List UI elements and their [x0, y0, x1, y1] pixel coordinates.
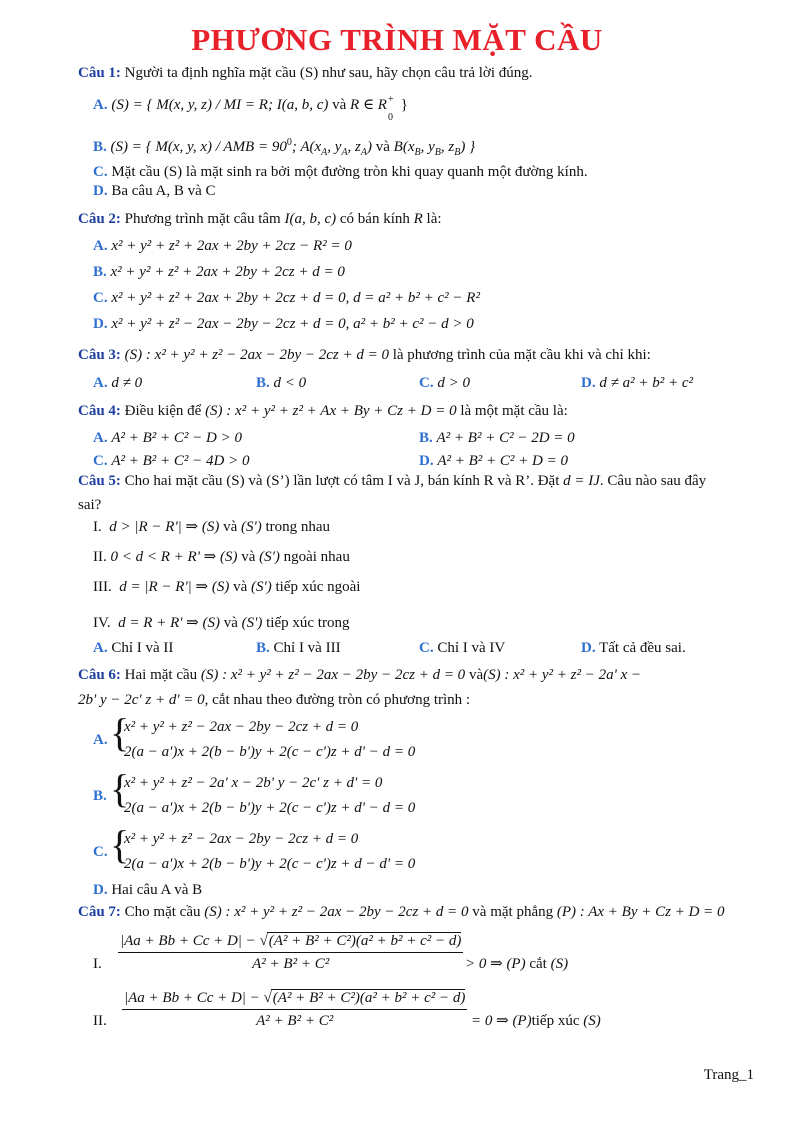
- q4-c-math: A² + B² + C² − 4D > 0: [111, 453, 250, 469]
- q4-b-label: B.: [419, 430, 433, 446]
- q5-statement-iii: [93, 578, 360, 596]
- q2-d-math: x² + y² + z² − 2ax − 2by − 2cz + d = 0, a² + b² + c² − d > 0: [111, 316, 474, 332]
- q6-and: và: [468, 667, 484, 683]
- q6-math2: (S) : x² + y² + z² − 2a' x −: [483, 667, 642, 683]
- q3-a-label: A.: [93, 375, 108, 391]
- q5-ii-math2: (S'): [259, 549, 280, 565]
- q5-iii-math2: (S'): [251, 579, 272, 595]
- q4-d-label: D.: [419, 453, 434, 469]
- q5-option-a: [93, 639, 173, 657]
- q5-text3: sai?: [78, 497, 102, 513]
- q3-option-a: [93, 374, 142, 392]
- q5-i-and: và: [223, 519, 238, 535]
- q5-i-label: I.: [93, 519, 102, 535]
- q6-math: (S) : x² + y² + z² − 2ax − 2by − 2cz + d = 0: [200, 667, 466, 683]
- q5-text: Cho hai mặt cầu (S) và (S’) lần lượt có tâm I và J, bán kính R và R’. Đặt: [124, 473, 560, 489]
- q1-b-sup: 0: [286, 137, 292, 148]
- q5-line: [78, 472, 706, 490]
- q2-text3: là:: [426, 211, 442, 227]
- q4-text: Điều kiện để: [124, 403, 202, 419]
- q5-statement-i: [93, 518, 330, 536]
- q1-b-and: và: [375, 139, 390, 155]
- q5-i-math2: (S'): [241, 519, 262, 535]
- q7-math: (S) : x² + y² + z² − 2ax − 2by − 2cz + d = 0: [204, 904, 469, 920]
- q5-iv-and: và: [223, 615, 238, 631]
- q7-ii-end: (S): [583, 1013, 601, 1029]
- q5-d-label: D.: [581, 640, 596, 656]
- q4-option-d: [419, 452, 568, 470]
- q3-d-math: d ≠ a² + b² + c²: [599, 375, 693, 391]
- q5-iii-and: và: [233, 579, 248, 595]
- q1-d-label: D.: [93, 183, 108, 199]
- q7-ii-text: tiếp xúc: [531, 1013, 580, 1029]
- q7-i-num-left: |Aa + Bb + Cc + D| −: [120, 933, 256, 949]
- q7-line: [78, 903, 725, 921]
- q5-d-text: Tất cả đều sai.: [599, 640, 686, 656]
- q5-c-text: Chỉ I và IV: [437, 640, 506, 656]
- q1-a-close: }: [400, 97, 408, 113]
- q3-line: [78, 346, 651, 364]
- q1-option-a: A. (S) = { M(x, y, z) / MI = R; I(a, b, c) và R ∈ R + 0 }: [93, 94, 408, 123]
- q5-label: Câu 5:: [78, 473, 121, 489]
- q1-option-d: [93, 182, 216, 200]
- q1-a-and: và: [332, 97, 347, 113]
- q3-label: Câu 3:: [78, 347, 121, 363]
- q4-text2: là một mặt cầu là:: [460, 403, 568, 419]
- q5-ii-text: ngoài nhau: [283, 549, 350, 565]
- q5-statement-ii: [93, 548, 350, 566]
- q6-label: Câu 6:: [78, 667, 121, 683]
- q5-iv-math: d = R + R' ⇒ (S): [118, 615, 220, 631]
- q7-ii-den: A² + B² + C²: [256, 1013, 334, 1029]
- q4-line: [78, 402, 568, 420]
- q7-i-den: A² + B² + C²: [252, 956, 330, 972]
- q7-statement-ii-label: II.: [93, 1013, 107, 1029]
- q6-a-brace: {: [110, 710, 130, 755]
- q6-line2: [78, 691, 470, 709]
- q4-option-a: [93, 429, 242, 447]
- q1-c-label: C.: [93, 164, 108, 180]
- q5-iii-text: tiếp xúc ngoài: [275, 579, 361, 595]
- q2-a-math: x² + y² + z² + 2ax + 2by + 2cz − R² = 0: [111, 238, 352, 254]
- q5-b-label: B.: [256, 640, 270, 656]
- q5-iv-math2: (S'): [241, 615, 263, 631]
- q5-statement-iv: [93, 614, 349, 632]
- q6-line2-text: , cắt nhau theo đường tròn có phương trình :: [204, 692, 471, 708]
- q1-b-math2: ; A(x: [291, 139, 322, 155]
- q5-ii-label: II.: [93, 549, 107, 565]
- page-footer: Trang_1: [703, 1067, 754, 1083]
- q6-option-a: [93, 731, 108, 749]
- q2-label: Câu 2:: [78, 211, 121, 227]
- q3-c-label: C.: [419, 375, 434, 391]
- q7-ii-num-left: |Aa + Bb + Cc + D| −: [124, 990, 260, 1006]
- q1-option-b: B. (S) = { M(x, y, x) / AMB = $90^0$; $A(x_A$, $y_A$, $z_A$) và $B(x_B$, $y_B$, $z_B$) }: [93, 137, 476, 158]
- page-title: PHƯƠNG TRÌNH MẶT CẦU: [191, 22, 603, 57]
- q5-i-math: d > |R − R'| ⇒ (S): [109, 519, 220, 535]
- q4-c-label: C.: [93, 453, 108, 469]
- q6-c-brace: {: [110, 822, 130, 867]
- q6-option-b: [93, 787, 107, 805]
- q5-option-c: [419, 639, 505, 657]
- q5-iii-math: d = |R − R'| ⇒ (S): [119, 579, 230, 595]
- q1-b-close: ) }: [460, 139, 476, 155]
- q7-i-text: cắt: [529, 956, 547, 972]
- q6-b-eq2: 2(a − a')x + 2(b − b')y + 2(c − c')z + d' − d = 0: [124, 800, 416, 816]
- q4-d-math: A² + B² + C² + D = 0: [437, 453, 568, 469]
- q4-a-label: A.: [93, 430, 108, 446]
- q2-option-d: [93, 315, 474, 333]
- q5-c-label: C.: [419, 640, 434, 656]
- q2-option-c: [93, 289, 480, 307]
- q6-d-text: Hai câu A và B: [111, 882, 203, 898]
- q1-a-math: (S) = { M(x, y, z) / MI = R; I(a, b, c): [111, 97, 329, 113]
- q3-a-math: d ≠ 0: [111, 375, 143, 391]
- q3-text: là phương trình của mặt cầu khi và chỉ khi:: [392, 347, 651, 363]
- q1-a-label: A.: [93, 97, 108, 113]
- q1-option-c: [93, 163, 588, 181]
- q1-b-math: (S) = { M(x, y, x) / AMB = 90: [110, 139, 287, 155]
- q2-center: I(a, b, c): [284, 211, 337, 227]
- q4-a-math: A² + B² + C² − D > 0: [111, 430, 242, 446]
- q5-text2: . Câu nào sau đây: [599, 473, 707, 489]
- q4-b-math: A² + B² + C² − 2D = 0: [436, 430, 575, 446]
- q7-text2: và mặt phẳng: [472, 904, 554, 920]
- q2-c-math: x² + y² + z² + 2ax + 2by + 2cz + d = 0, d = a² + b² + c² − R²: [111, 290, 480, 306]
- q5-b-text: Chỉ I và III: [273, 640, 341, 656]
- q7-i-end: (S): [550, 956, 569, 972]
- q4-label: Câu 4:: [78, 403, 121, 419]
- q5-option-b: [256, 639, 341, 657]
- q6-b-eq1: x² + y² + z² − 2a' x − 2b' y − 2c' z + d' = 0: [124, 775, 383, 791]
- q3-option-d: [581, 374, 693, 392]
- q2-text2: có bán kính: [339, 211, 410, 227]
- q5-math: d = IJ: [563, 473, 600, 489]
- q7-ii-fraction: $\frac{\text{|Aa + Bb + Cc + D| − √(A² + B² + C²)(a² + b² + c² − d)}}{\text{A² + B² + C²}}$: [124, 990, 466, 1029]
- q6-a-label: A.: [93, 732, 108, 748]
- q7-statement-i-label: I.: [93, 956, 102, 972]
- q1-d-text: Ba câu A, B và C: [111, 183, 216, 199]
- q5-option-d: [581, 639, 686, 657]
- q5-ii-and: và: [241, 549, 256, 565]
- q7-label: Câu 7:: [78, 904, 121, 920]
- q7-i-rhs: > 0 ⇒ (P) cắt (S): [465, 956, 569, 972]
- q1-b-label: B.: [93, 139, 107, 155]
- q6-line: [78, 666, 641, 684]
- q7-ii-rhs: = 0 ⇒ (P)tiếp xúc (S): [471, 1013, 601, 1029]
- q2-text: Phương trình mặt câu tâm: [124, 211, 281, 227]
- q6-line2-math: 2b' y − 2c' z + d' = 0: [78, 692, 205, 708]
- q1-c-text: Mặt cầu (S) là mặt sinh ra bởi một đường tròn khi quay quanh một đường kính.: [111, 164, 588, 180]
- q6-option-d: [93, 881, 202, 899]
- q3-b-label: B.: [256, 375, 270, 391]
- q3-b-math: d < 0: [273, 375, 307, 391]
- q5-line2: [78, 496, 101, 514]
- q5-ii-math: 0 < d < R + R' ⇒ (S): [110, 549, 238, 565]
- q2-a-label: A.: [93, 238, 108, 254]
- q3-math: (S) : x² + y² + z² − 2ax − 2by − 2cz + d = 0: [124, 347, 389, 363]
- q6-c-eq2: 2(a − a')x + 2(b − b')y + 2(c − c')z + d − d' = 0: [124, 856, 416, 872]
- q1-line: [78, 64, 533, 82]
- q3-option-b: [256, 374, 306, 392]
- q5-iv-label: IV.: [93, 615, 111, 631]
- q1-a-math2: R ∈ R: [350, 97, 387, 113]
- q2-radius: R: [413, 211, 423, 227]
- q7-i-fraction: $\frac{\text{|Aa + Bb + Cc + D| − √(A² + B² + C²)(a² + b² + c² − d)}}{\text{A² + B² + C²}}$: [120, 933, 462, 972]
- q7-math2: (P) : Ax + By + Cz + D = 0: [556, 904, 725, 920]
- q6-b-label: B.: [93, 788, 107, 804]
- q1-label: Câu 1:: [78, 65, 121, 81]
- q4-option-c: [93, 452, 250, 470]
- q1-b-math3: B(x: [393, 139, 415, 155]
- q5-a-label: A.: [93, 640, 108, 656]
- q2-b-math: x² + y² + z² + 2ax + 2by + 2cz + d = 0: [110, 264, 345, 280]
- q7-text: Cho mặt cầu: [124, 904, 201, 920]
- q3-c-math: d > 0: [437, 375, 470, 391]
- q2-option-a: [93, 237, 352, 255]
- q5-a-text: Chỉ I và II: [111, 640, 174, 656]
- q2-option-b: [93, 263, 345, 281]
- q1-text: Người ta định nghĩa mặt cầu (S) như sau, hãy chọn câu trả lời đúng.: [124, 65, 533, 81]
- q4-math: (S) : x² + y² + z² + Ax + By + Cz + D = 0: [205, 403, 457, 419]
- q6-a-eq2: 2(a − a')x + 2(b − b')y + 2(c − c')z + d' − d = 0: [124, 744, 416, 760]
- q6-d-label: D.: [93, 882, 108, 898]
- q6-text: Hai mặt cầu: [124, 667, 198, 683]
- q6-b-brace: {: [110, 766, 130, 811]
- q5-i-text: trong nhau: [265, 519, 331, 535]
- q7-ii-num-sqrt: (A² + B² + C²)(a² + b² + c² − d): [272, 990, 466, 1006]
- q3-d-label: D.: [581, 375, 596, 391]
- q2-c-label: C.: [93, 290, 108, 306]
- q2-d-label: D.: [93, 316, 108, 332]
- q2-line: [78, 210, 442, 228]
- q4-option-b: [419, 429, 575, 447]
- q5-iii-label: III.: [93, 579, 112, 595]
- q6-c-eq1: x² + y² + z² − 2ax − 2by − 2cz + d = 0: [124, 831, 359, 847]
- q6-a-eq1: x² + y² + z² − 2ax − 2by − 2cz + d = 0: [124, 719, 359, 735]
- q6-c-label: C.: [93, 844, 108, 860]
- q3-option-c: [419, 374, 470, 392]
- q2-b-label: B.: [93, 264, 107, 280]
- q5-iv-text: tiếp xúc trong: [266, 615, 350, 631]
- q7-i-num-sqrt: (A² + B² + C²)(a² + b² + c² − d): [268, 933, 462, 949]
- q6-option-c: [93, 843, 108, 861]
